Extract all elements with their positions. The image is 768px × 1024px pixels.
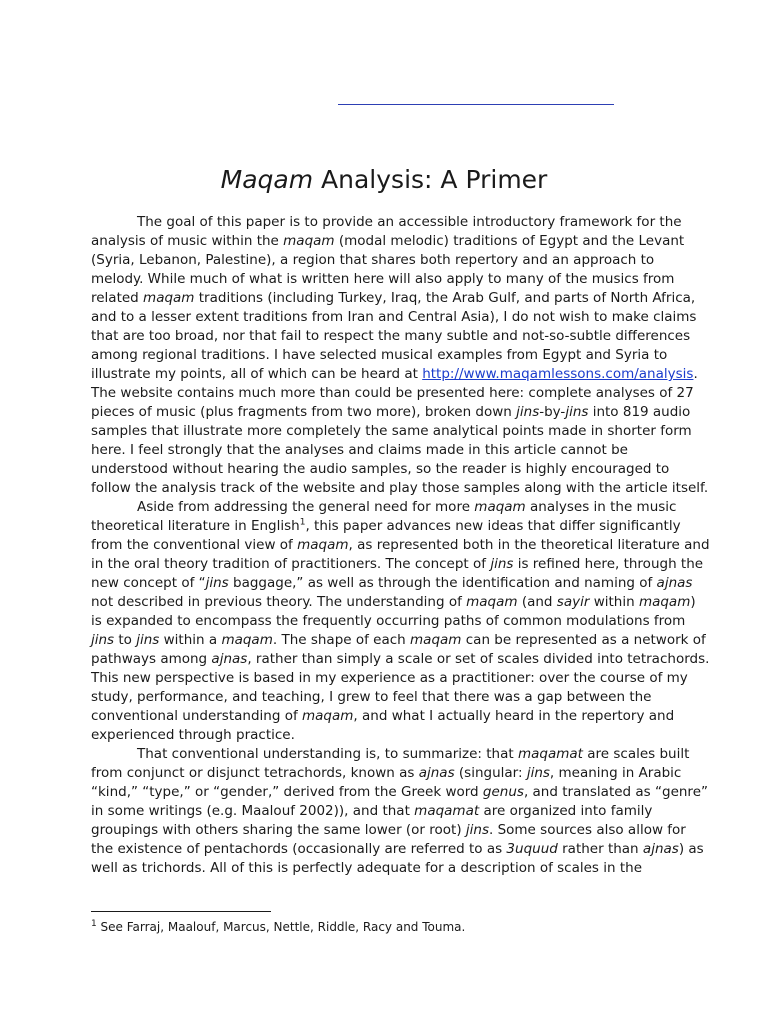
body-line: is expanded to encompass the frequently occurring paths of common modulations from bbox=[91, 613, 686, 629]
footnote-text: See Farraj, Maalouf, Marcus, Nettle, Riddle, Racy and Touma. bbox=[96, 920, 466, 934]
body-line: here. I feel strongly that the analyses and claims made in this article cannot be bbox=[91, 442, 628, 458]
page-title bbox=[0, 164, 768, 196]
body-line: not described in previous theory. The understanding of maqam (and sayir within maqam) bbox=[91, 594, 696, 610]
body-line: illustrate my points, all of which can be heard at http://www.maqamlessons.com/analysis. bbox=[91, 366, 698, 382]
body-line: related maqam traditions (including Turkey, Iraq, the Arab Gulf, and parts of North Africa, bbox=[91, 290, 696, 306]
body-line: pieces of music (plus fragments from two more), broken down jins-by-jins into 819 audio bbox=[91, 404, 691, 420]
body-line: new concept of “jins baggage,” as well as through the identification and naming of ajnas bbox=[91, 575, 693, 591]
body-line: jins to jins within a maqam. The shape of each maqam can be represented as a network of bbox=[91, 632, 706, 648]
body-line: theoretical literature in English$^1$, this paper advances new ideas that differ significantly bbox=[91, 517, 681, 534]
body-line: from conjunct or disjunct tetrachords, known as ajnas (singular: jins, meaning in Arabic bbox=[91, 765, 682, 781]
body-line: that are too broad, nor that fail to respect the many subtle and not-so-subtle differences bbox=[91, 328, 691, 344]
body-line: Aside from addressing the general need for more maqam analyses in the music bbox=[137, 499, 677, 515]
footnote-ref[interactable]: 1 bbox=[299, 517, 306, 528]
body-line: groupings with others sharing the same lower (or root) jins. Some sources also allow for bbox=[91, 822, 686, 838]
body-text bbox=[91, 213, 710, 878]
footnote-marker: 1 bbox=[91, 919, 97, 929]
title-italic-word: Maqam bbox=[220, 165, 314, 194]
body-line: “kind,” “type,” or “gender,” derived from the Greek word genus, and translated as “genre” bbox=[91, 784, 708, 800]
body-line: That conventional understanding is, to summarize: that maqamat are scales built bbox=[137, 746, 690, 762]
body-line: study, performance, and teaching, I grew to feel that there was a gap between the bbox=[91, 689, 652, 705]
body-line: among regional traditions. I have selected musical examples from Egypt and Syria to bbox=[91, 347, 668, 363]
body-line: from the conventional view of maqam, as represented both in the theoretical literature and bbox=[91, 537, 710, 553]
body-line: samples that illustrate more completely the same analytical points made in shorter form bbox=[91, 423, 692, 439]
header-rule bbox=[338, 104, 614, 105]
body-line: The website contains much more than could be presented here: complete analyses of 27 bbox=[91, 385, 694, 401]
body-line: understood without hearing the audio samples, so the reader is highly encouraged to bbox=[91, 461, 670, 477]
body-line: the existence of pentachords (occasionally are referred to as 3uquud rather than ajnas) as bbox=[91, 841, 704, 857]
body-line: in the oral theory tradition of practitioners. The concept of jins is refined here, through the bbox=[91, 556, 704, 572]
body-line: The goal of this paper is to provide an accessible introductory framework for the bbox=[137, 214, 682, 230]
body-line: experienced through practice. bbox=[91, 727, 295, 743]
maqamlessons-link[interactable]: http://www.maqamlessons.com/analysis bbox=[422, 366, 694, 382]
body-line: analysis of music within the maqam (modal melodic) traditions of Egypt and the Levant bbox=[91, 233, 685, 249]
body-line: conventional understanding of maqam, and what I actually heard in the repertory and bbox=[91, 708, 675, 724]
body-line: melody. While much of what is written here will also apply to many of the musics from bbox=[91, 271, 675, 287]
body-line: and to a lesser extent traditions from Iran and Central Asia), I do not wish to make claims bbox=[91, 309, 697, 325]
title-rest: Analysis: A Primer bbox=[313, 165, 548, 194]
body-line: pathways among ajnas, rather than simply a scale or set of scales divided into tetrachords. bbox=[91, 651, 710, 667]
body-line: This new perspective is based in my experience as a practitioner: over the course of my bbox=[91, 670, 688, 686]
body-line: follow the analysis track of the website and play those samples along with the article itself. bbox=[91, 480, 709, 496]
body-line: (Syria, Lebanon, Palestine), a region that shares both repertory and an approach to bbox=[91, 252, 655, 268]
footnote bbox=[91, 918, 465, 936]
footnote-rule bbox=[91, 911, 271, 912]
body-line: in some writings (e.g. Maalouf 2002)), and that maqamat are organized into family bbox=[91, 803, 653, 819]
body-line: well as trichords. All of this is perfectly adequate for a description of scales in the bbox=[91, 860, 643, 876]
